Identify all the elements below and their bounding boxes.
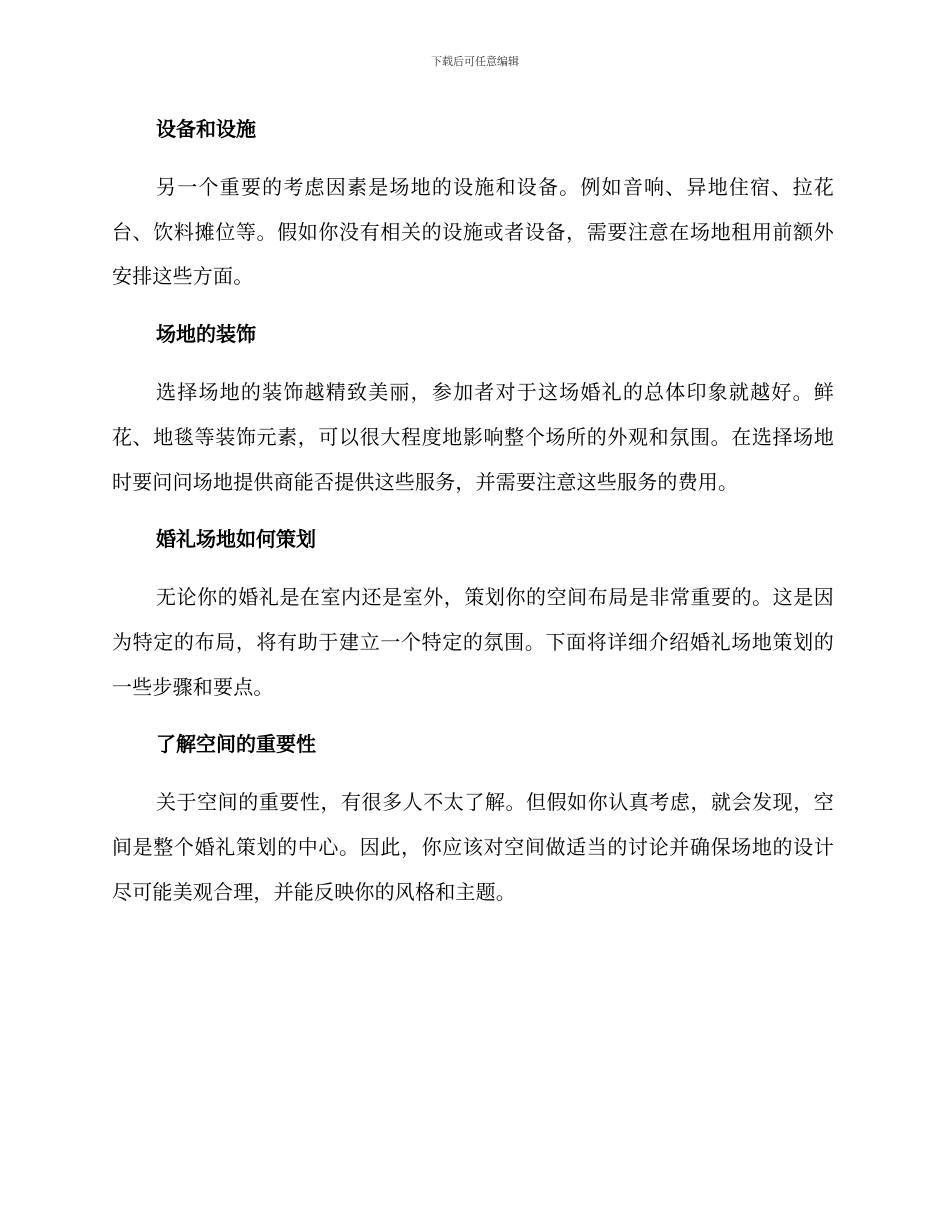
section-equipment <box>112 107 834 299</box>
section-paragraph: 关于空间的重要性，有很多人不太了解。但假如你认真考虑，就会发现，空间是整个婚礼策划的中心。因此，你应该对空间做适当的讨论并确保场地的设计尽可能美观合理，并能反映你的风格和主题。 <box>112 790 834 904</box>
section-heading: 了解空间的重要性 <box>156 732 316 757</box>
section-heading: 设备和设施 <box>156 117 256 141</box>
section-heading: 场地的装饰 <box>156 322 256 347</box>
section-heading: 婚礼场地如何策划 <box>156 527 316 552</box>
section-decoration <box>112 312 834 504</box>
section-space-importance <box>112 722 834 914</box>
page-header: 下载后可任意编辑 <box>431 55 519 68</box>
section-paragraph: 无论你的婚礼是在室内还是室外，策划你的空间布局是非常重要的。这是因为特定的布局，将有助于建立一个特定的氛围。下面将详细介绍婚礼场地策划的一些步骤和要点。 <box>112 585 834 699</box>
section-venue-planning <box>112 517 834 709</box>
section-paragraph: 另一个重要的考虑因素是场地的设施和设备。例如音响、异地住宿、拉花台、饮料摊位等。假如你没有相关的设施或者设备，需要注意在场地租用前额外安排这些方面。 <box>112 175 834 289</box>
section-paragraph: 选择场地的装饰越精致美丽，参加者对于这场婚礼的总体印象就越好。鲜花、地毯等装饰元素，可以很大程度地影响整个场所的外观和氛围。在选择场地时要问问场地提供商能否提供这些服务，并需要注意这些服务的费用。 <box>112 380 834 494</box>
document-body <box>112 107 834 927</box>
